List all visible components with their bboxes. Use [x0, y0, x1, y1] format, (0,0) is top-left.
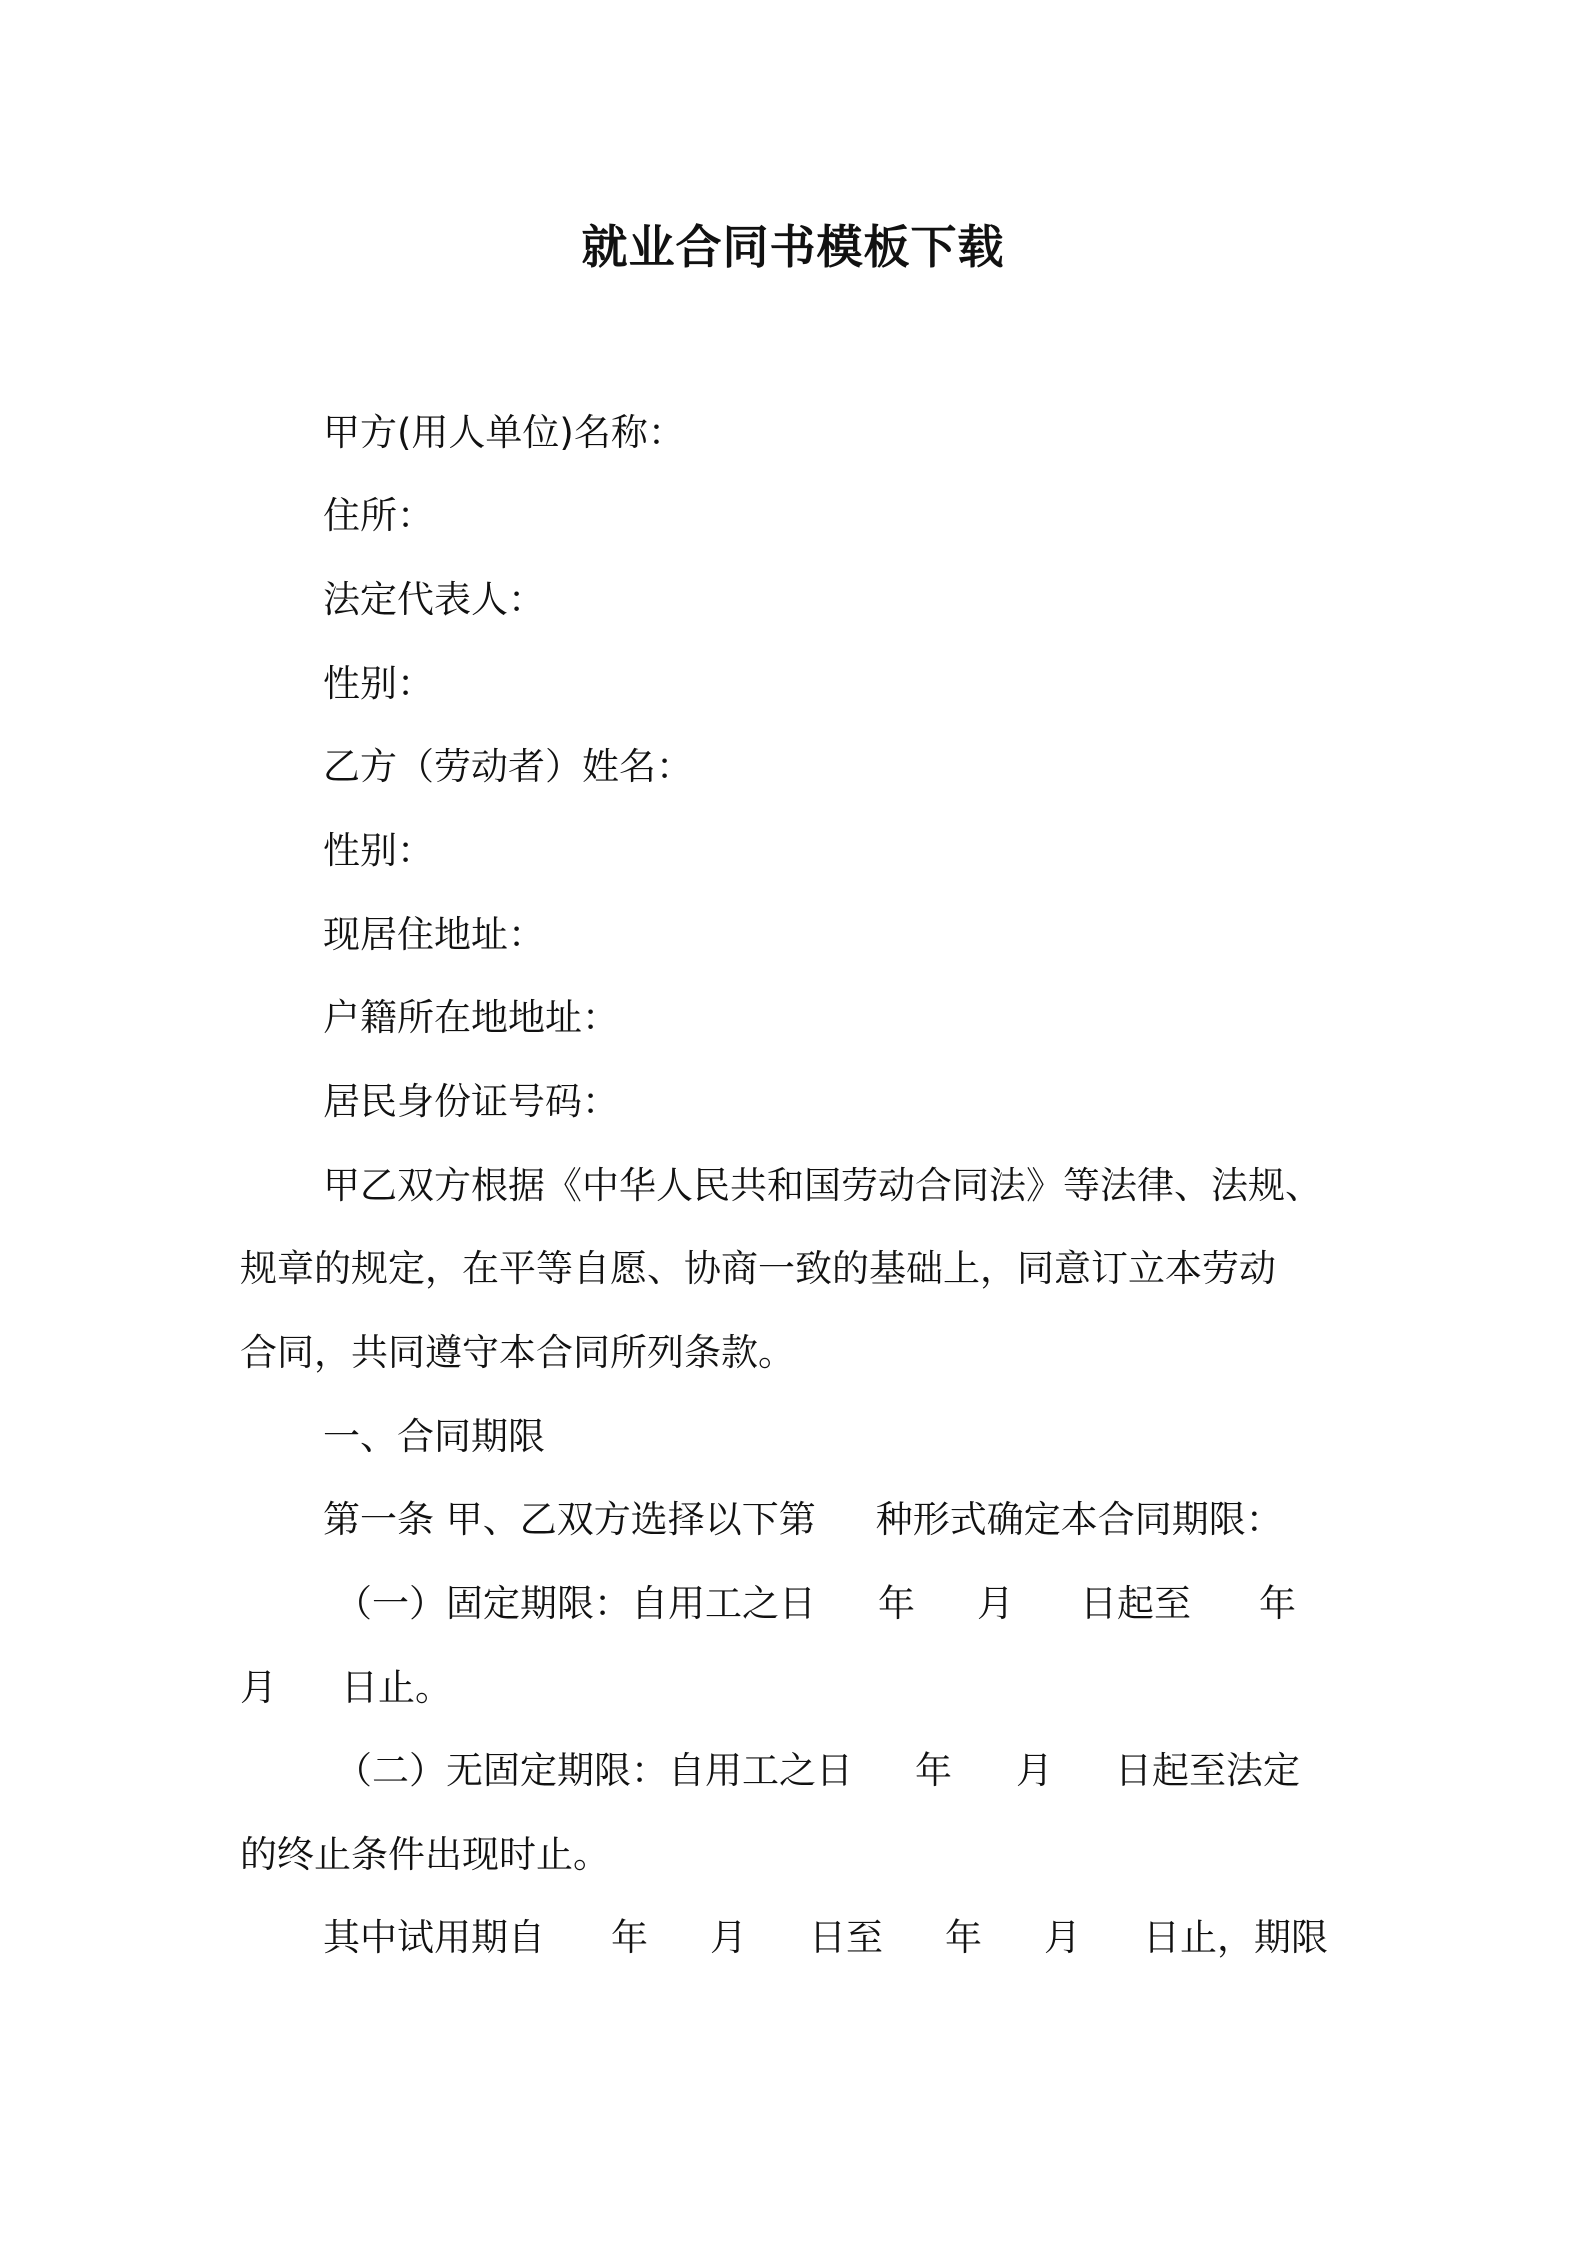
open-term-line-1: [335, 1741, 1300, 1801]
article-1-text-a: 第一条 甲、乙双方选择以下第: [323, 1498, 816, 1541]
field-current-address: 现居住地址：: [323, 913, 545, 956]
fixed-term-year-2: 年: [1259, 1582, 1296, 1625]
field-employee-name: 乙方（劳动者）姓名：: [323, 745, 693, 788]
probation-text-d: 日至: [809, 1916, 883, 1959]
fixed-term-text-g: 日止。: [341, 1666, 452, 1709]
document-title: 就业合同书模板下载: [581, 220, 1005, 274]
fixed-term-year-1: 年: [878, 1582, 915, 1625]
fixed-term-line-1: [335, 1574, 1296, 1634]
intro-line-2: 规章的规定，在平等自愿、协商一致的基础上，同意订立本劳动: [240, 1247, 1276, 1290]
probation-year-1: 年: [611, 1916, 648, 1959]
field-address: 住所：: [323, 494, 434, 537]
open-term-line-2: 的终止条件出现时止。: [240, 1833, 610, 1876]
probation-line: [323, 1908, 1328, 1968]
field-household-address: 户籍所在地地址：: [323, 996, 619, 1039]
field-legal-representative: 法定代表人：: [323, 578, 545, 621]
probation-text-g: 日止，期限: [1143, 1916, 1328, 1959]
field-employee-gender: 性别：: [323, 829, 434, 872]
probation-year-2: 年: [945, 1916, 982, 1959]
open-term-text-a: （二）无固定期限：自用工之日: [335, 1749, 853, 1792]
fixed-term-text-a: （一）固定期限：自用工之日: [335, 1582, 816, 1625]
fixed-term-line-2: [240, 1658, 452, 1718]
open-term-month: 月: [1016, 1749, 1053, 1792]
fixed-term-text-d: 日起至: [1080, 1582, 1191, 1625]
open-term-text-d: 日起至法定: [1115, 1749, 1300, 1792]
probation-text-a: 其中试用期自: [323, 1916, 545, 1959]
article-1-line: [323, 1490, 1283, 1550]
section-heading-term: 一、合同期限: [323, 1415, 545, 1458]
fixed-term-month-2: 月: [240, 1666, 277, 1709]
probation-month-2: 月: [1044, 1916, 1081, 1959]
field-id-number: 居民身份证号码：: [323, 1080, 619, 1123]
field-employer-name: 甲方(用人单位)名称：: [323, 411, 685, 454]
probation-month-1: 月: [710, 1916, 747, 1959]
intro-line-1: 甲乙双方根据《中华人民共和国劳动合同法》等法律、法规、: [323, 1164, 1322, 1207]
fixed-term-month-1: 月: [977, 1582, 1014, 1625]
intro-line-3: 合同，共同遵守本合同所列条款。: [240, 1331, 795, 1374]
article-1-text-b: 种形式确定本合同期限：: [875, 1498, 1283, 1541]
field-gender: 性别：: [323, 662, 434, 705]
open-term-year: 年: [915, 1749, 952, 1792]
